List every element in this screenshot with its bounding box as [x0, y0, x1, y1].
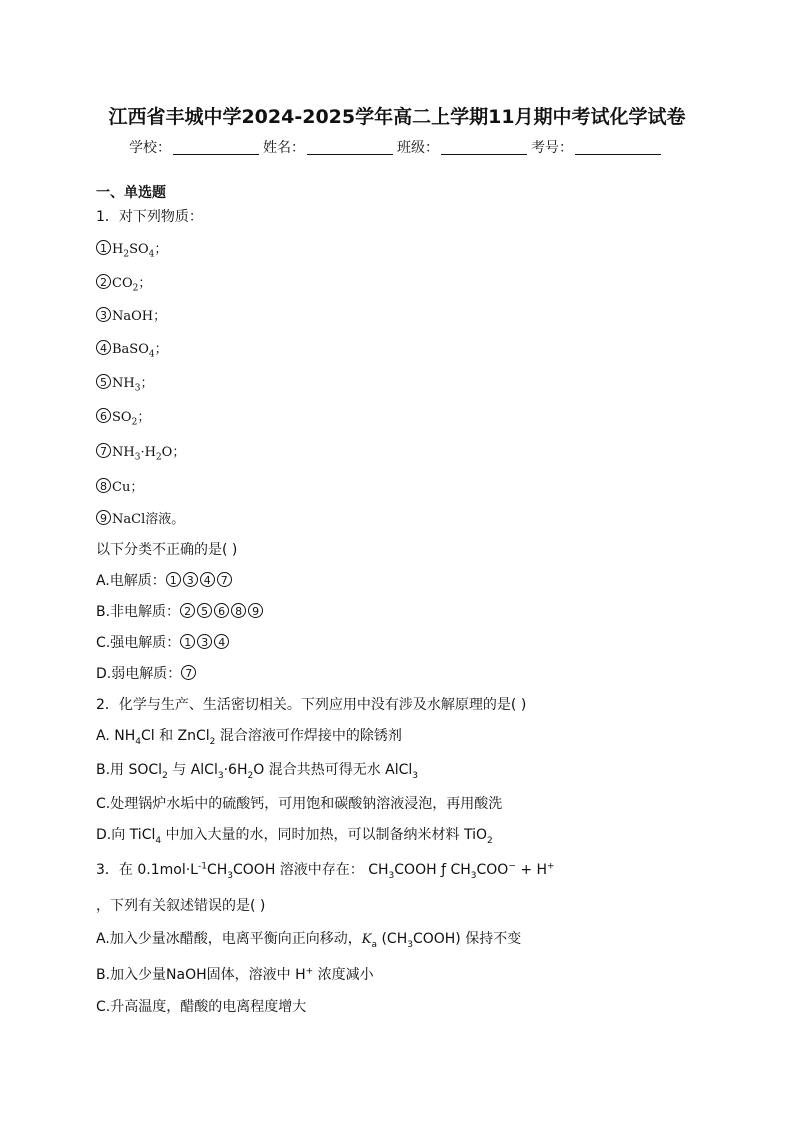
school-blank[interactable] — [173, 140, 259, 155]
school-label: 学校： — [129, 140, 171, 156]
q3-option-a[interactable]: A.加入少量冰醋酸，电离平衡向正向移动，$K_a$ $(CH_3COOH)$ 保持不变 — [96, 931, 522, 950]
q1-option-b[interactable]: B.非电解质： 2 5 6 8 9 — [96, 601, 265, 621]
circled-number-2: 2 — [96, 274, 111, 289]
circled-number-4: 4 — [200, 572, 215, 587]
circled-number-7: 7 — [217, 572, 232, 587]
name-label: 姓名： — [263, 140, 305, 156]
q1-item-2: 2 $CO_2$； — [96, 272, 151, 294]
circled-number-9: 9 — [96, 510, 111, 525]
circled-number-8: 8 — [231, 603, 246, 618]
circled-number-1: 1 — [180, 634, 195, 649]
q3-stem-continued: ，下列有关叙述错误的是( ) — [96, 898, 266, 914]
student-info-row — [0, 137, 794, 157]
circled-number-4: 4 — [214, 634, 229, 649]
circled-number-1: 1 — [166, 572, 181, 587]
number-label: 考号： — [531, 140, 573, 156]
circled-number-7: 7 — [181, 665, 196, 680]
circled-number-1: 1 — [96, 240, 111, 255]
q1-option-c[interactable]: C.强电解质： 1 3 4 — [96, 632, 231, 652]
q1-item-8: 8 Cu； — [96, 476, 143, 495]
q1-stem: 1．对下列物质： — [96, 209, 203, 225]
q3-option-b[interactable]: B.加入少量NaOH固体，溶液中 H+ 浓度减小 — [96, 966, 374, 983]
circled-number-6: 6 — [214, 603, 229, 618]
class-label: 班级： — [397, 140, 439, 156]
circled-number-8: 8 — [96, 478, 111, 493]
q1-question: 以下分类不正确的是( ) — [96, 542, 238, 558]
circled-number-6: 6 — [96, 408, 111, 423]
q2-option-a[interactable]: A. $NH_4Cl$ 和 ZnCl$_2$ 混合溶液可作焊接中的除锈剂 — [96, 728, 402, 747]
q3-option-c[interactable]: C.升高温度，醋酸的电离程度增大 — [96, 999, 307, 1015]
q1-item-9: 9 NaCl溶液。 — [96, 508, 184, 527]
q1-item-5: 5 $NH_3$； — [96, 372, 153, 394]
q2-option-c[interactable]: C.处理锅炉水垢中的硫酸钙，可用饱和碳酸钠溶液浸泡，再用酸洗 — [96, 796, 503, 812]
class-blank[interactable] — [441, 140, 527, 155]
name-blank[interactable] — [307, 140, 393, 155]
q2-option-d[interactable]: D.向 TiCl$_4$ 中加入大量的水，同时加热，可以制备纳米材料 TiO$_2$ — [96, 827, 493, 846]
circled-number-7: 7 — [96, 443, 111, 458]
q1-item-7: 7 $NH_3\cdot H_2O$； — [96, 441, 185, 463]
circled-number-3: 3 — [197, 634, 212, 649]
circled-number-5: 5 — [96, 374, 111, 389]
circled-number-9: 9 — [248, 603, 263, 618]
q2-stem: 2．化学与生产、生活密切相关。下列应用中没有涉及水解原理的是( ) — [96, 697, 527, 713]
exam-title: 江西省丰城中学2024-2025学年高二上学期11月期中考试化学试卷 — [108, 106, 686, 128]
q1-item-6: 6 $SO_2$； — [96, 406, 150, 428]
section-title: 一、单选题 — [96, 185, 166, 201]
q1-item-1: 1 $H_2SO_4$； — [96, 238, 167, 260]
circled-number-2: 2 — [180, 603, 195, 618]
circled-number-4: 4 — [96, 340, 111, 355]
q1-item-3: 3 NaOH； — [96, 305, 166, 324]
q3-stem: 3．在 $0.1mol\cdot L^{-1}CH_3COOH$ 溶液中存在： $CH_3COOH$ ƒ $CH_3COO^- + H^+$ — [96, 861, 555, 881]
circled-number-3: 3 — [183, 572, 198, 587]
number-blank[interactable] — [575, 140, 661, 155]
circled-number-3: 3 — [96, 307, 111, 322]
q1-option-a[interactable]: A.电解质： 1 3 4 7 — [96, 570, 234, 590]
q1-option-d[interactable]: D.弱电解质： 7 — [96, 663, 198, 683]
q1-item-4: 4 BaSO$_4$； — [96, 338, 168, 360]
circled-number-5: 5 — [197, 603, 212, 618]
q2-option-b[interactable]: B.用 SOCl$_2$ 与 $AlCl_3\cdot 6H_2O$ 混合共热可得无水 AlCl$_3$ — [96, 762, 419, 781]
